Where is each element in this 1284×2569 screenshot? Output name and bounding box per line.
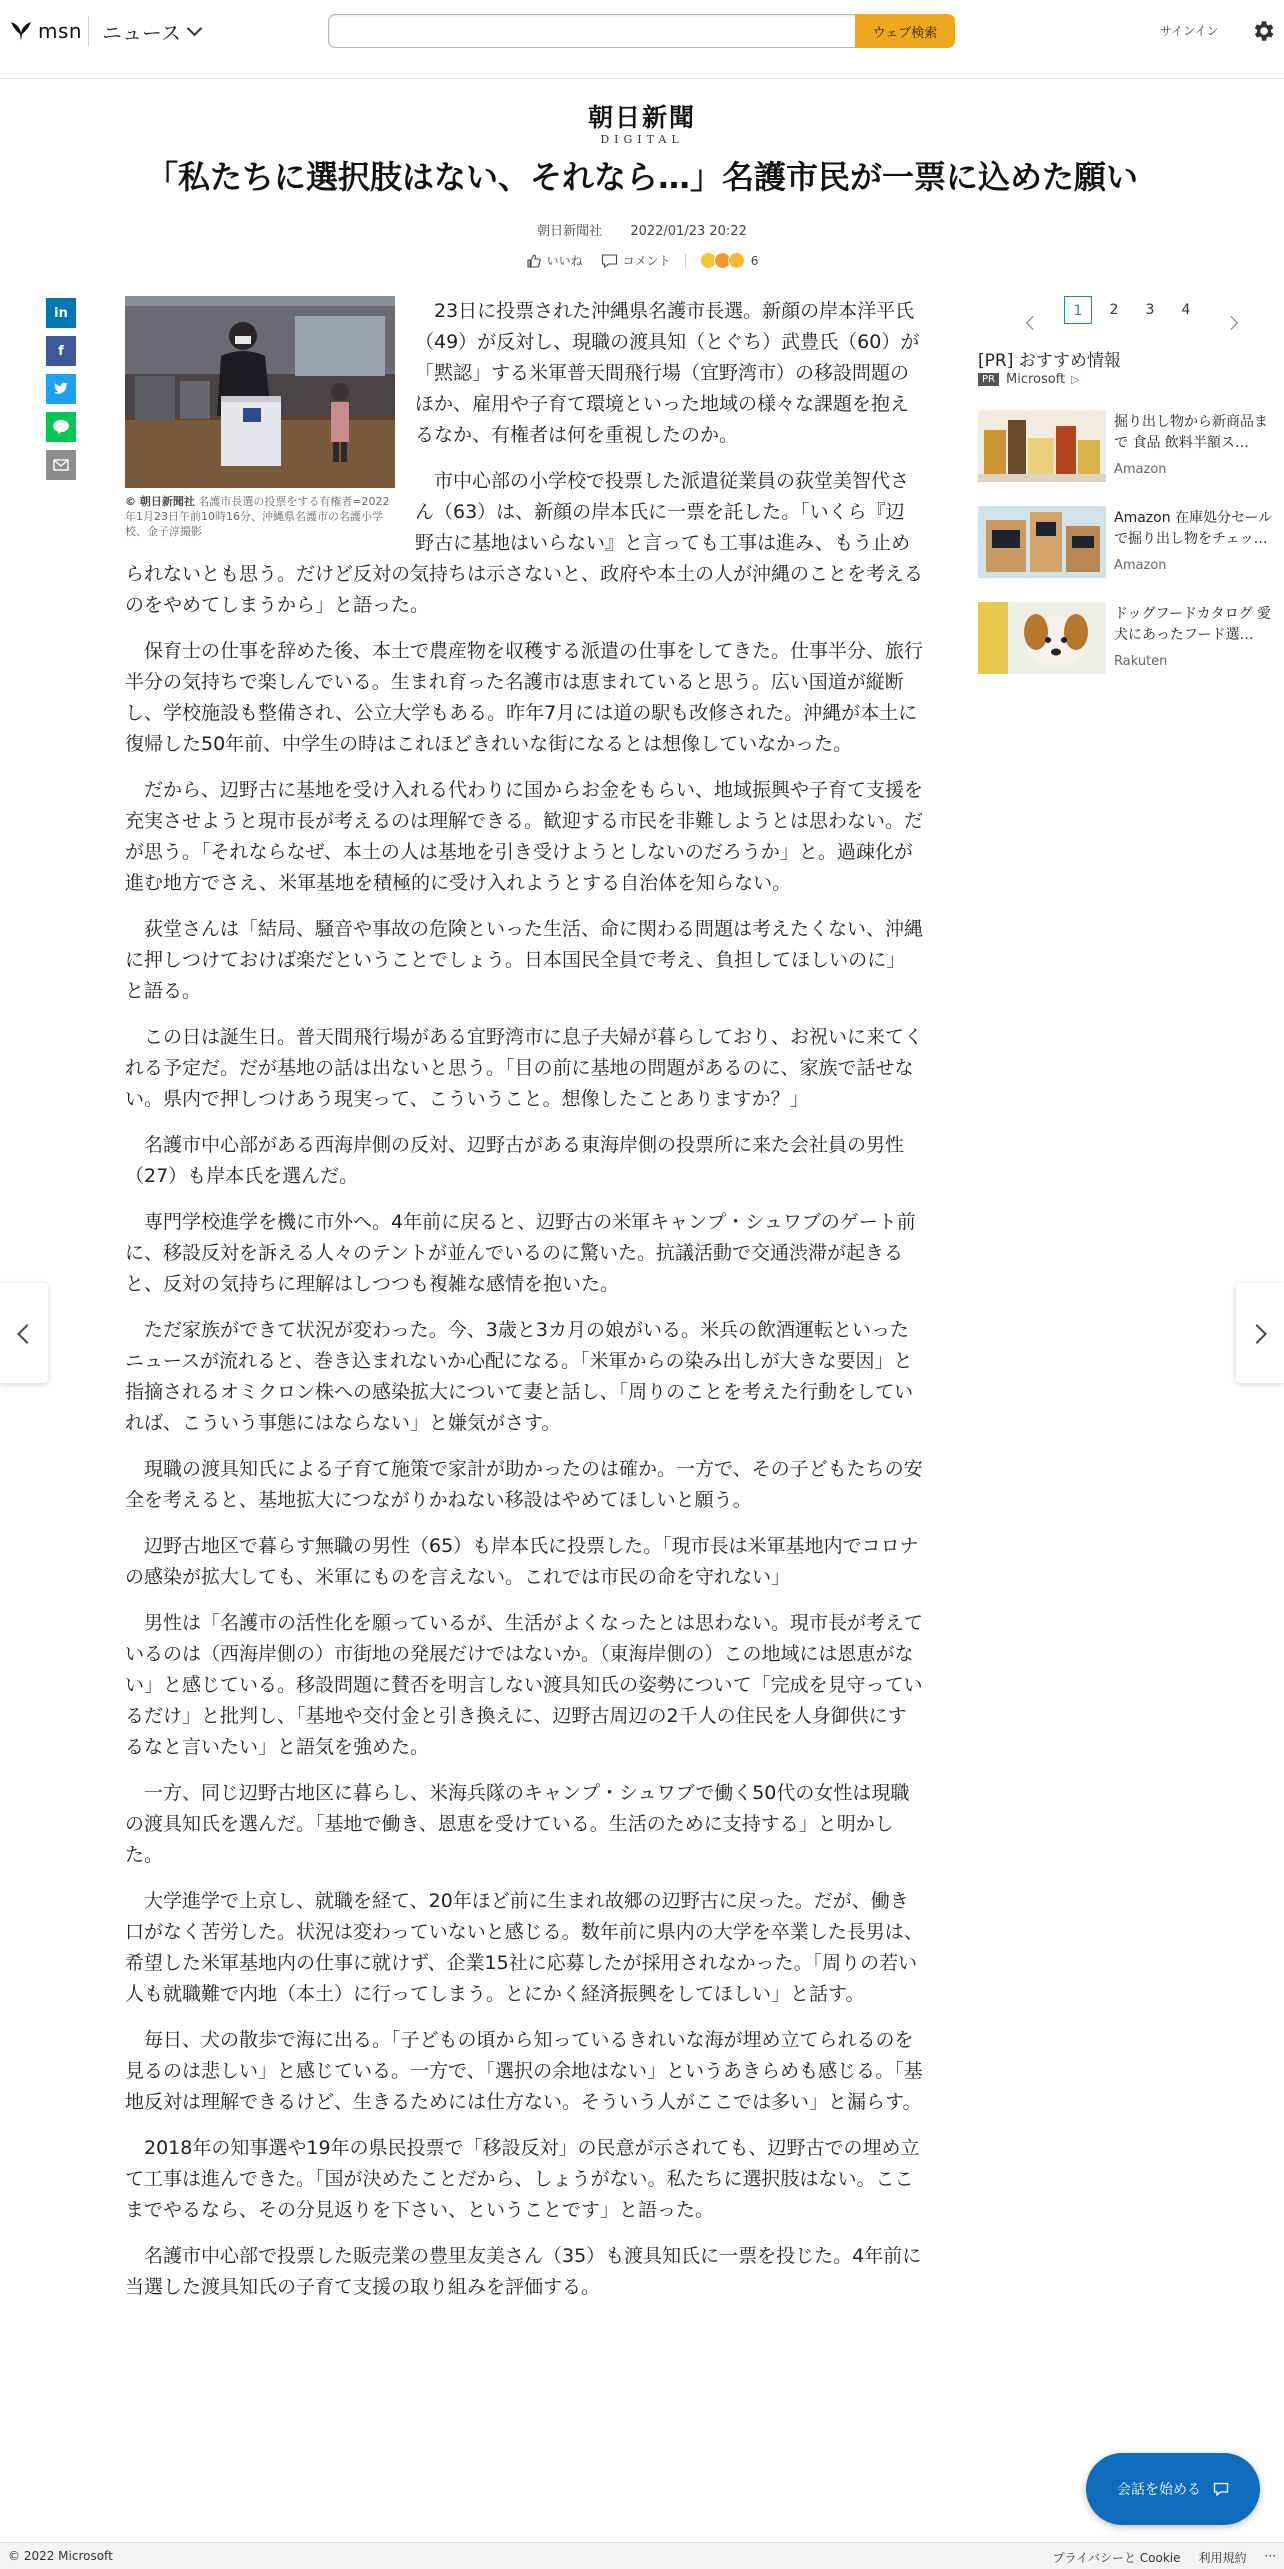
- like-button[interactable]: [526, 252, 583, 269]
- pr-badge: PR: [978, 373, 999, 386]
- chevron-left-icon: [17, 1324, 37, 1344]
- sponsor-name: Microsoft: [1005, 372, 1066, 387]
- ad-card[interactable]: [978, 506, 1278, 578]
- comment-button[interactable]: [601, 252, 671, 269]
- share-rail: [46, 298, 76, 488]
- voting-scene-image: [125, 296, 395, 488]
- footer-links: [1035, 2549, 1276, 2566]
- article-paragraph: 名護市中心部がある西海岸側の反対、辺野古がある東海岸側の投票所に来た会社員の男性（27）も岸本氏を選んだ。: [125, 1134, 905, 1187]
- comment-label: コメント: [622, 254, 671, 268]
- article-paragraphs: [125, 296, 923, 2303]
- article-paragraph: 保育士の仕事を辞めた後、本土で農産物を収穫する派遣の仕事をしてきた。仕事半分、旅行半分の気持ちで楽しんでいる。生まれ育った名護市は恵まれていると思う。広い国道が縦断し、学校施設も整備され、公立大学もある。昨年7月には道の駅も改修された。沖縄が本土に復帰した50年前、中学生の時はこれほどきれいな街になるとは想像していなかった。: [125, 640, 924, 755]
- pager-page-4[interactable]: 4: [1181, 302, 1191, 318]
- top-bar: [0, 0, 1284, 79]
- article-paragraph: 23日に投票された沖縄県名護市長選。新顔の岸本洋平氏（49）が反対し、現職の渡具知（とぐち）武豊氏（60）が「黙認」する米軍普天間飛行場（宜野湾市）の移設問題のほか、雇用や子育て環境といった地域の様々な課題を抱えるなか、有権者は何を重視したのか。: [415, 300, 920, 446]
- ad-thumbnail: [978, 410, 1106, 482]
- boxes-image: [978, 506, 1106, 578]
- ad-title: Amazon 在庫処分セールで掘り出し物をチェッ…: [1114, 510, 1273, 547]
- thumbs-up-icon: [526, 253, 542, 269]
- reactions-button[interactable]: [700, 252, 759, 269]
- publisher-logo-sub: DIGITAL: [600, 133, 684, 146]
- article-paragraph: この日は誕生日。普天間飛行場がある宜野湾市に息子夫婦が暮らしており、お祝いに来てくれる予定だ。だが基地の話は出ないと思う。「目の前に基地の問題があるのに、家族で話せない。県内で押しつけあう現実って、こういうこと。想像したことありますか？」: [125, 1026, 924, 1110]
- article-paragraph: 現職の渡具知氏による子育て施策で家計が助かったのは確か。一方で、その子どもたちの安全を考えると、基地拡大につながりかねない移設はやめてほしいと願う。: [125, 1458, 923, 1511]
- msn-butterfly-icon: [8, 18, 34, 44]
- email-share-icon[interactable]: [46, 450, 76, 480]
- ad-title: ドッグフードカタログ 愛犬にあったフード選…: [1114, 606, 1272, 643]
- pager-numbers: [1022, 296, 1242, 324]
- ad-source: Amazon: [1114, 558, 1167, 573]
- recommend-sponsor[interactable]: [978, 372, 1080, 387]
- ad-source: Amazon: [1114, 462, 1167, 477]
- twitter-share-icon[interactable]: [46, 374, 76, 404]
- recommend-pager: [1022, 296, 1242, 324]
- article-datetime: 2022/01/23 20:22: [630, 224, 747, 239]
- terms-link[interactable]: 利用規約: [1198, 2551, 1247, 2565]
- article-paragraph: 一方、同じ辺野古地区に暮らし、米海兵隊のキャンプ・シュワブで働く50代の女性は現職の渡具知氏を選んだ。「基地で働き、恩恵を受けている。生活のために支持する」と明かした。: [125, 1782, 910, 1866]
- thumbs-emoji-icon: [728, 252, 745, 269]
- chat-bubble-icon: [1213, 2482, 1229, 2497]
- ad-title: 掘り出し物から新商品まで 食品 飲料半額ス…: [1114, 414, 1268, 451]
- msn-logo[interactable]: [8, 18, 82, 44]
- section-menu-label: ニュース: [102, 20, 181, 45]
- caption-credit: © 朝日新聞社: [125, 495, 195, 508]
- ad-card[interactable]: [978, 410, 1278, 482]
- line-share-icon[interactable]: [46, 412, 76, 442]
- like-label: いいね: [546, 254, 583, 268]
- reaction-emojis: [700, 252, 745, 269]
- article-paragraph: だから、辺野古に基地を受け入れる代わりに国からお金をもらい、地域振興や子育て支援を充実させようと現市長が考えるのは理解できる。歓迎する市民を非難しようとは思わない。だが思う。「それならなぜ、本土の人は基地を引き受けようとしないのだろうか」と。過疎化が進む地方でさえ、米軍基地を積極的に受け入れようとする自治体を知らない。: [125, 779, 924, 894]
- article-paragraph: 名護市中心部で投票した販売業の豊里友美さん（35）も渡具知氏に一票を投じた。4年前に当選した渡具知氏の子育て支援の取り組みを評価する。: [125, 2245, 922, 2298]
- pager-page-1[interactable]: 1: [1064, 296, 1092, 324]
- gear-icon[interactable]: [1250, 18, 1276, 44]
- pager-page-3[interactable]: 3: [1145, 302, 1155, 318]
- ad-source: Rakuten: [1114, 654, 1168, 669]
- article-body: [125, 296, 923, 2318]
- start-conversation-button[interactable]: [1086, 2453, 1260, 2525]
- search-bar: [328, 14, 955, 48]
- photo-caption: [125, 494, 397, 539]
- signin-link[interactable]: サインイン: [1160, 24, 1219, 38]
- article-paragraph: 男性は「名護市の活性化を願っているが、生活がよくなったとは思わない。現市長が考えているのは（西海岸側の）市街地の発展だけではないか。（東海岸側の）この地域には恩恵がない」と感じている。移設問題に賛否を明言しない渡具知氏の姿勢について「完成を見守っているだけ」と批判し、「基地や交付金と引き換えに、辺野古周辺の2千人の住民を人身御供にするなと言いたい」と語気を強めた。: [125, 1612, 924, 1758]
- byline: [0, 220, 1284, 239]
- article-paragraph: 辺野古地区で暮らす無職の男性（65）も岸本氏に投票した。「現市長は米軍基地内でコロナの感染が拡大しても、米軍にものを言えない。これでは市民の命を守れない」: [125, 1535, 919, 1588]
- reaction-count: 6: [750, 253, 759, 268]
- ad-thumbnail: [978, 602, 1106, 674]
- privacy-link[interactable]: プライバシーと Cookie: [1052, 2551, 1181, 2565]
- ad-thumbnail: [978, 506, 1106, 578]
- caption-text: 名護市長選の投票をする有権者=2022年1月23日午前10時16分、沖縄県名護市の名護小学校、金子淳撮影: [125, 495, 390, 538]
- more-icon[interactable]: ···: [1264, 2549, 1276, 2563]
- copyright: © 2022 Microsoft: [8, 2549, 113, 2563]
- food-products-image: [978, 410, 1106, 482]
- article-paragraph: 大学進学で上京し、就職を経て、20年ほど前に生まれ故郷の辺野古に戻った。だが、働き口がなく苦労した。状況は変わっていないと感じる。数年前に県内の大学を卒業した長男は、希望した米軍基地内の仕事に就けず、企業15社に応募したが採用されなかった。「周りの若い人も就職難で内地（本土）に行ってしまう。とにかく経済振興をしてほしい」と話す。: [125, 1890, 923, 2005]
- section-menu[interactable]: [102, 16, 200, 46]
- next-article-button[interactable]: [1236, 1283, 1284, 1383]
- article-actions: [0, 252, 1284, 269]
- chevron-right-icon: [1247, 1324, 1267, 1344]
- previous-article-button[interactable]: [0, 1283, 48, 1383]
- publisher-logo[interactable]: [0, 104, 1284, 147]
- comment-icon: [601, 253, 618, 269]
- web-search-button[interactable]: ウェブ検索: [855, 14, 955, 48]
- article-paragraph: 2018年の知事選や19年の県民投票で「移設反対」の民意が示されても、辺野古での埋め立て工事は進んできた。「国が決めたことだから、しょうがない。私たちに選択肢はない。ここまでやるなら、その分見返りを下さい、ということです」と語った。: [125, 2137, 920, 2221]
- pager-page-2[interactable]: 2: [1109, 302, 1119, 318]
- article-paragraph: ただ家族ができて状況が変わった。今、3歳と3カ月の娘がいる。米兵の飲酒運転といったニュースが流れると、巻き込まれないか心配になる。「米軍からの染み出しが大きな要因」と指摘されるオミクロン株への感染拡大について妻と話し、「周りのことを考えた行動をしていれば、こういう事態にはならない」と嫌気がさす。: [125, 1319, 914, 1434]
- article-paragraph: 市中心部の小学校で投票した派遣従業員の荻堂美智代さん（63）は、新顔の岸本氏に一票を託した。「いくら『辺野古に基地はいらない』と言っても工事は進み、もう止められないとも思う。だけど反対の気持ちは示さないと、政府や本土の人が沖縄のことを考えるのをやめてしまうから」と語った。: [125, 470, 924, 616]
- footer: [0, 2542, 1284, 2569]
- article-photo[interactable]: [125, 296, 395, 488]
- msn-logo-text: msn: [38, 19, 83, 43]
- chat-label: 会話を始める: [1117, 2482, 1201, 2498]
- article-paragraph: 荻堂さんは「結局、騒音や事故の危険といった生活、命に関わる問題は考えたくない、沖縄に押しつけておけば楽だということでしょう。日本国民全員で考え、負担してほしいのに」と語る。: [125, 918, 924, 1002]
- article-paragraph: 毎日、犬の散歩で海に出る。「子どもの頃から知っているきれいな海が埋め立てられるのを見るのは悲しい」と感じている。一方で、「選択の余地はない」というあきらめも感じる。「基地反対は理解できるけど、生きるためには仕方ない。そういう人がここでは多い」と漏らす。: [125, 2029, 923, 2113]
- linkedin-share-icon[interactable]: in: [46, 298, 76, 328]
- article-source[interactable]: 朝日新聞社: [537, 224, 603, 239]
- header-divider: [88, 16, 89, 46]
- chevron-down-icon: [187, 21, 203, 37]
- article-figure: [125, 296, 397, 539]
- dog-image: [978, 602, 1106, 674]
- actions-divider: [685, 254, 686, 268]
- ad-card[interactable]: [978, 602, 1278, 674]
- article-paragraph: 専門学校進学を機に市外へ。4年前に戻ると、辺野古の米軍キャンプ・シュワブのゲート前に、移設反対を訴える人々のテントが並んでいるのに驚いた。抗議活動で交通渋滞が起きると、反対の気持ちに理解はしつつも複雑な感情を抱いた。: [125, 1211, 916, 1295]
- recommend-title: [PR] おすすめ情報: [978, 351, 1121, 371]
- article-headline: 「私たちに選択肢はない、それなら…」名護市民が一票に込めた願い: [145, 158, 1138, 196]
- search-input[interactable]: [328, 14, 855, 48]
- facebook-share-icon[interactable]: f: [46, 336, 76, 366]
- adchoices-icon[interactable]: ▷: [1071, 373, 1080, 386]
- publisher-logo-name: 朝日新聞: [587, 103, 696, 132]
